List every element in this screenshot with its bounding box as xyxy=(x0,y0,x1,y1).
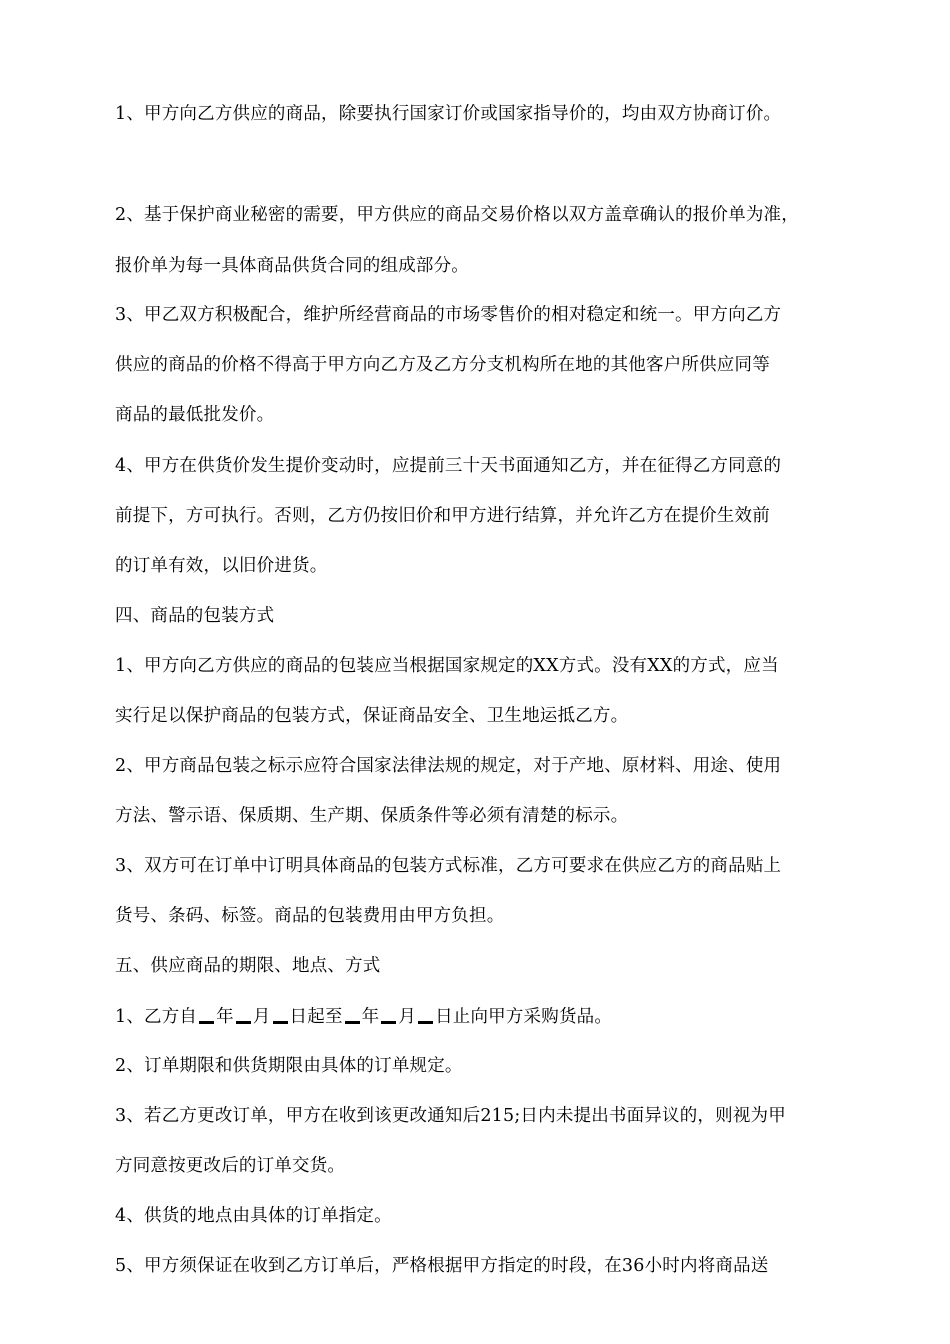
supply-clause-5-line-1: 5、甲方须保证在收到乙方订单后，严格根据甲方指定的时段，在36小时内将商品送 xyxy=(115,1256,769,1276)
period-year-2: 年 xyxy=(361,1007,380,1027)
pricing-clause-3-line-1: 3、甲乙双方积极配合，维护所经营商品的市场零售价的相对稳定和统一。甲方向乙方 xyxy=(115,305,782,325)
supply-period-line xyxy=(115,1004,855,1029)
supply-clause-3-line-2: 方同意按更改后的订单交货。 xyxy=(115,1156,346,1176)
packaging-clause-3-line-1: 3、双方可在订单中订明具体商品的包装方式标准，乙方可要求在供应乙方的商品贴上 xyxy=(115,856,782,876)
pricing-clause-3-line-3: 商品的最低批发价。 xyxy=(115,405,275,425)
period-day-1: 日起至 xyxy=(289,1007,343,1027)
section-heading-supply-terms: 五、供应商品的期限、地点、方式 xyxy=(115,956,381,976)
day-blank-1 xyxy=(273,1004,288,1024)
supply-clause-4: 4、供货的地点由具体的订单指定。 xyxy=(115,1206,392,1226)
day-blank-2 xyxy=(418,1004,433,1024)
period-day-2: 日止向甲方采购货品。 xyxy=(435,1007,613,1027)
packaging-clause-2-line-1: 2、甲方商品包装之标示应符合国家法律法规的规定，对于产地、原材料、用途、使用 xyxy=(115,756,782,776)
section-heading-packaging: 四、商品的包装方式 xyxy=(115,606,275,626)
period-year-1: 年 xyxy=(216,1007,234,1027)
pricing-clause-1: 1、甲方向乙方供应的商品，除要执行国家订价或国家指导价的，均由双方协商订价。 xyxy=(115,104,782,124)
pricing-clause-2-line-1: 2、基于保护商业秘密的需要，甲方供应的商品交易价格以双方盖章确认的报价单为准， xyxy=(115,205,799,225)
packaging-clause-2-line-2: 方法、警示语、保质期、生产期、保质条件等必须有清楚的标示。 xyxy=(115,806,629,826)
supply-clause-2: 2、订单期限和供货期限由具体的订单规定。 xyxy=(115,1056,463,1076)
month-blank-2 xyxy=(381,1004,396,1024)
pricing-clause-4-line-2: 前提下，方可执行。否则，乙方仍按旧价和甲方进行结算，并允许乙方在提价生效前 xyxy=(115,506,770,526)
period-month-1: 月 xyxy=(252,1007,271,1027)
year-blank-1 xyxy=(199,1004,214,1024)
pricing-clause-4-line-3: 的订单有效，以旧价进货。 xyxy=(115,556,328,576)
packaging-clause-1-line-2: 实行足以保护商品的包装方式，保证商品安全、卫生地运抵乙方。 xyxy=(115,706,629,726)
pricing-clause-3-line-2: 供应的商品的价格不得高于甲方向乙方及乙方分支机构所在地的其他客户所供应同等 xyxy=(115,355,770,375)
month-blank-1 xyxy=(236,1004,251,1024)
year-blank-2 xyxy=(345,1004,360,1024)
supply-clause-3-line-1: 3、若乙方更改订单，甲方在收到该更改通知后215;日内未提出书面异议的，则视为甲 xyxy=(115,1106,786,1126)
pricing-clause-2-line-2: 报价单为每一具体商品供货合同的组成部分。 xyxy=(115,256,469,276)
period-month-2: 月 xyxy=(398,1007,417,1027)
packaging-clause-3-line-2: 货号、条码、标签。商品的包装费用由甲方负担。 xyxy=(115,906,505,926)
pricing-clause-4-line-1: 4、甲方在供货价发生提价变动时，应提前三十天书面通知乙方，并在征得乙方同意的 xyxy=(115,456,782,476)
period-prefix: 1、乙方自 xyxy=(115,1007,198,1027)
packaging-clause-1-line-1: 1、甲方向乙方供应的商品的包装应当根据国家规定的XX方式。没有XX的方式，应当 xyxy=(115,656,779,676)
